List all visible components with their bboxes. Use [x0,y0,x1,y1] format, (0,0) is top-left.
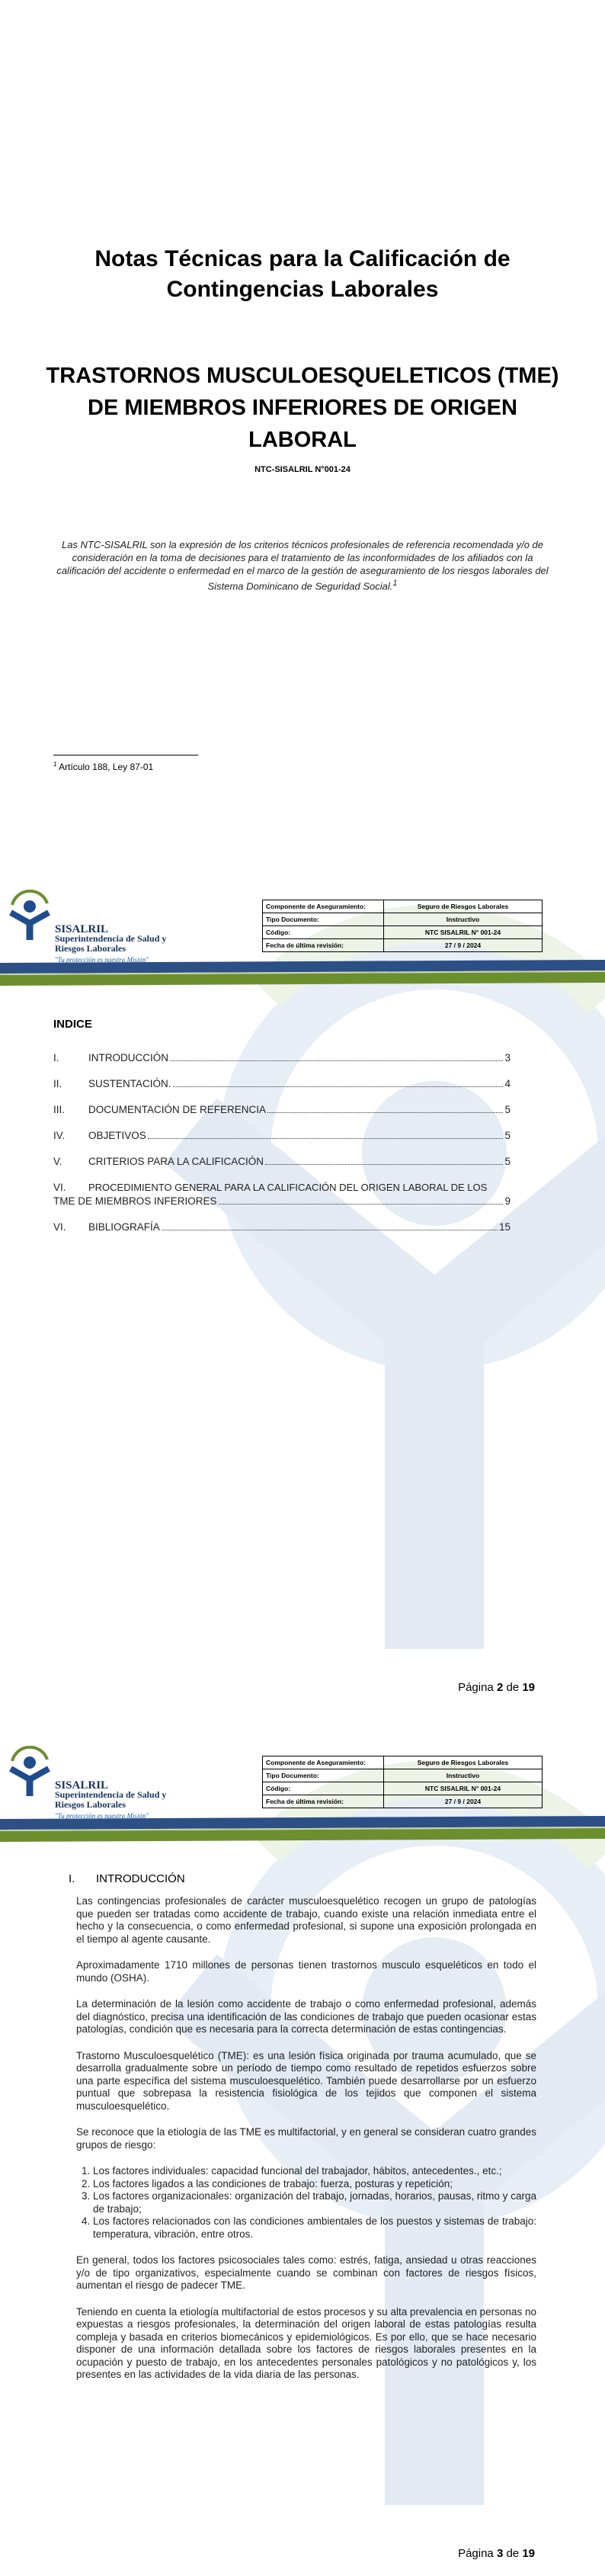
toc-text: OBJETIVOS [88,1130,146,1141]
page-number-mid: de [503,2547,523,2560]
sisalril-logo [8,885,213,964]
meta-label: Tipo Documento: [263,1769,384,1782]
toc-leader [219,1195,504,1205]
document-meta-table [262,900,543,952]
toc-page: 15 [498,1221,511,1233]
logo-slogan: "Tu protección es nuestra Misión" [55,956,149,964]
list-item: 3. Los factores organizacionales: organización del trabajo, jornadas, horarios, pausas, ritmo y carga de trabajo; [93,2190,536,2215]
toc-text: DOCUMENTACIÓN DE REFERENCIA [88,1104,267,1115]
toc-number: VI. [53,1182,66,1193]
section-heading [69,1872,185,1885]
toc-page: 5 [504,1130,511,1141]
sisalril-emblem-icon [8,890,52,942]
meta-value: 27 / 9 / 2024 [384,1795,543,1808]
meta-row [263,1782,543,1795]
cover-intro-text: Las NTC-SISALRIL son la expresión de los criterios técnicos profesionales de referencia recomendada y/o de consideración en la toma de decisiones para el tratamiento de las inconformidades de los afiliados con la calificación del accidente o enfermedad en el marco de la gestión de aseguramiento de los riesgos laborales del Sistema Dominicano de Seguridad Social. [56,539,549,592]
page-number-current: 3 [496,2547,504,2560]
risk-factor-list [76,2165,536,2241]
toc-item[interactable] [53,1221,511,1234]
section-body [76,1895,536,2395]
toc-item[interactable] [53,1181,511,1208]
list-item: 4. Los factores relacionados con las condiciones ambientales de los puestos y sistemas de trabajo: temperatura, vibración, entre otros. [93,2215,536,2241]
logo-subtitle: Superintendencia de Salud y Riesgos Laborales [55,933,167,954]
meta-value: 27 / 9 / 2024 [384,939,543,952]
document-title: Notas Técnicas para la Calificación de Contingencias Laborales [94,246,511,302]
document-code: NTC-SISALRIL N°001-24 [254,465,351,474]
toc-number: IV. [53,1130,66,1141]
section-number: I. [69,1872,75,1885]
page-number [458,2547,535,2560]
list-item: 2. Los factores ligados a las condiciones de trabajo: fuerza, posturas y repetición; [93,2178,536,2191]
toc-item[interactable] [53,1103,511,1117]
meta-label: Código: [263,1782,384,1795]
logo-slogan: "Tu protección es nuestra Misión" [55,1812,149,1820]
page-number [458,1681,535,1694]
footnote [53,761,153,772]
meta-row [263,1795,543,1808]
page-index [0,856,605,1712]
logo-name: SISALRIL [55,1779,109,1792]
toc-leader [148,1129,504,1139]
page-number-total: 19 [522,2547,535,2560]
meta-label: Tipo Documento: [263,913,384,926]
toc-item[interactable] [53,1051,511,1065]
toc-leader [162,1221,498,1230]
section-title: INTRODUCCIÓN [96,1872,185,1885]
toc-leader [265,1155,503,1165]
meta-value: Seguro de Riesgos Laborales [384,1756,543,1769]
meta-row [263,1769,543,1782]
watermark-logo-icon [114,902,605,1649]
meta-row [263,913,543,926]
page-number-prefix: Página [458,2547,497,2560]
meta-value: Instructivo [384,1769,543,1782]
meta-label: Componente de Aseguramiento: [263,1756,384,1769]
paragraph: Teniendo en cuenta la etiología multifactorial de estos procesos y su alta prevalencia en personas no expuestas a riesgos profesionales, la determinación del origen laboral de estas patologías resulta compleja y basada en criterios biomecánicos y epidemiológicos. Es por ello, que se hace necesario disponer de una información detallada sobre los factores de riesgos laborales presentes en la ocupación y puesto de trabajo, en los antecedentes personales patológicos y no patológicos y, los presentes en las actividades de la vida diaria de las personas. [76,2305,536,2380]
toc-page: 4 [504,1078,511,1089]
toc-item[interactable] [53,1155,511,1169]
toc-number: VI. [53,1221,66,1233]
page-number-mid: de [503,1681,523,1694]
list-item: 1. Los factores individuales: capacidad funcional del trabajador, hábitos, antecedentes., etc.; [93,2165,536,2178]
page-number-total: 19 [522,1681,535,1694]
paragraph: En general, todos los factores psicosociales tales como: estrés, fatiga, ansiedad u otras reacciones y/o de tipo organizativos, especialmente cuando se combinan con factores de riesgos físicos, aumentan el riesgo de padecer TME. [76,2254,536,2291]
cover-intro [47,538,558,592]
meta-row [263,926,543,939]
index-title: INDICE [53,1018,92,1031]
toc-number: V. [53,1156,62,1167]
meta-row [263,900,543,913]
toc-number: I. [53,1052,59,1063]
header-color-band [0,1816,605,1843]
meta-label: Fecha de última revisión: [263,939,384,952]
toc-text: CRITERIOS PARA LA CALIFICACIÓN [88,1156,264,1167]
meta-value: Instructivo [384,913,543,926]
meta-label: Fecha de última revisión: [263,1795,384,1808]
paragraph: Las contingencias profesionales de carácter musculoesquelético recogen un grupo de patologías que pueden ser tratadas como accidente de trabajo, cuando existe una relación inmediata entre el hecho y la consecuencia, o como enfermedad profesional, si supone una exposición prolongada en el tiempo al agente causante. [76,1895,536,1945]
page-cover [0,0,605,856]
meta-value: NTC SISALRIL N° 001-24 [384,926,543,939]
toc-item[interactable] [53,1077,511,1091]
sisalril-emblem-icon [8,1746,52,1798]
meta-label: Componente de Aseguramiento: [263,900,384,913]
toc-number: II. [53,1078,62,1089]
toc-page: 5 [504,1104,511,1115]
meta-row [263,939,543,952]
logo-subtitle: Superintendencia de Salud y Riesgos Laborales [55,1789,167,1810]
paragraph: La determinación de la lesión como accidente de trabajo o como enfermedad profesional, además del diagnóstico, precisa una identificación de las condiciones de trabajo que pueden ocasionar estas patologías, condición que es necesaria para la correcta determinación de estas contingencias. [76,1998,536,2035]
meta-value: Seguro de Riesgos Laborales [384,900,543,913]
toc-leader [173,1077,504,1087]
toc-leader [170,1051,503,1061]
footnote-text: Artículo 188, Ley 87-01 [59,762,154,772]
toc-page: 3 [504,1052,511,1063]
meta-label: Código: [263,926,384,939]
page-introduction [0,1712,605,2576]
paragraph: Se reconoce que la etiología de las TME es multifactorial, y en general se consideran cuatro grandes grupos de riesgo: [76,2126,536,2151]
toc-page: 5 [504,1156,511,1167]
footnote-ref: 1 [392,579,398,588]
footnote-number: 1 [53,761,57,768]
paragraph: Trastorno Musculoesquelético (TME): es una lesión física originada por trauma acumulado, que se desarrolla gradualmente sobre un período de tiempo como resultado de repetidos esfuerzos sobre una parte específica del sistema musculoesquelético. También puede desarrollarse por un esfuerzo puntual que sobrepasa la resistencia fisiológica de los tejidos que componen el sistema musculoesquelético. [76,2049,536,2112]
toc-text: BIBLIOGRAFÍA [88,1221,160,1233]
meta-row [263,1756,543,1769]
meta-value: NTC SISALRIL N° 001-24 [384,1782,543,1795]
logo-name: SISALRIL [55,923,109,935]
toc-leader [267,1103,503,1113]
sisalril-logo [8,1741,213,1820]
page-number-current: 2 [496,1681,504,1694]
toc-number: III. [53,1104,66,1115]
toc-item[interactable] [53,1129,511,1143]
document-subtitle: TRASTORNOS MUSCULOESQUELETICOS (TME) DE MIEMBROS INFERIORES DE ORIGEN LABORAL [46,364,559,452]
table-of-contents [53,1039,511,1234]
page-number-prefix: Página [458,1681,497,1694]
header-color-band [0,960,605,987]
document-meta-table [262,1756,543,1808]
toc-text: SUSTENTACIÓN. [88,1078,171,1089]
paragraph: Aproximadamente 1710 millones de personas tienen trastornos musculo esqueléticos en todo el mundo (OSHA). [76,1959,536,1984]
toc-page: 9 [504,1195,511,1207]
toc-text: INTRODUCCIÓN [88,1052,168,1063]
toc-text-continued: TME DE MIEMBROS INFERIORES [53,1195,217,1207]
toc-text: PROCEDIMIENTO GENERAL PARA LA CALIFICACIÓN DEL ORIGEN LABORAL DE LOS [88,1182,488,1193]
